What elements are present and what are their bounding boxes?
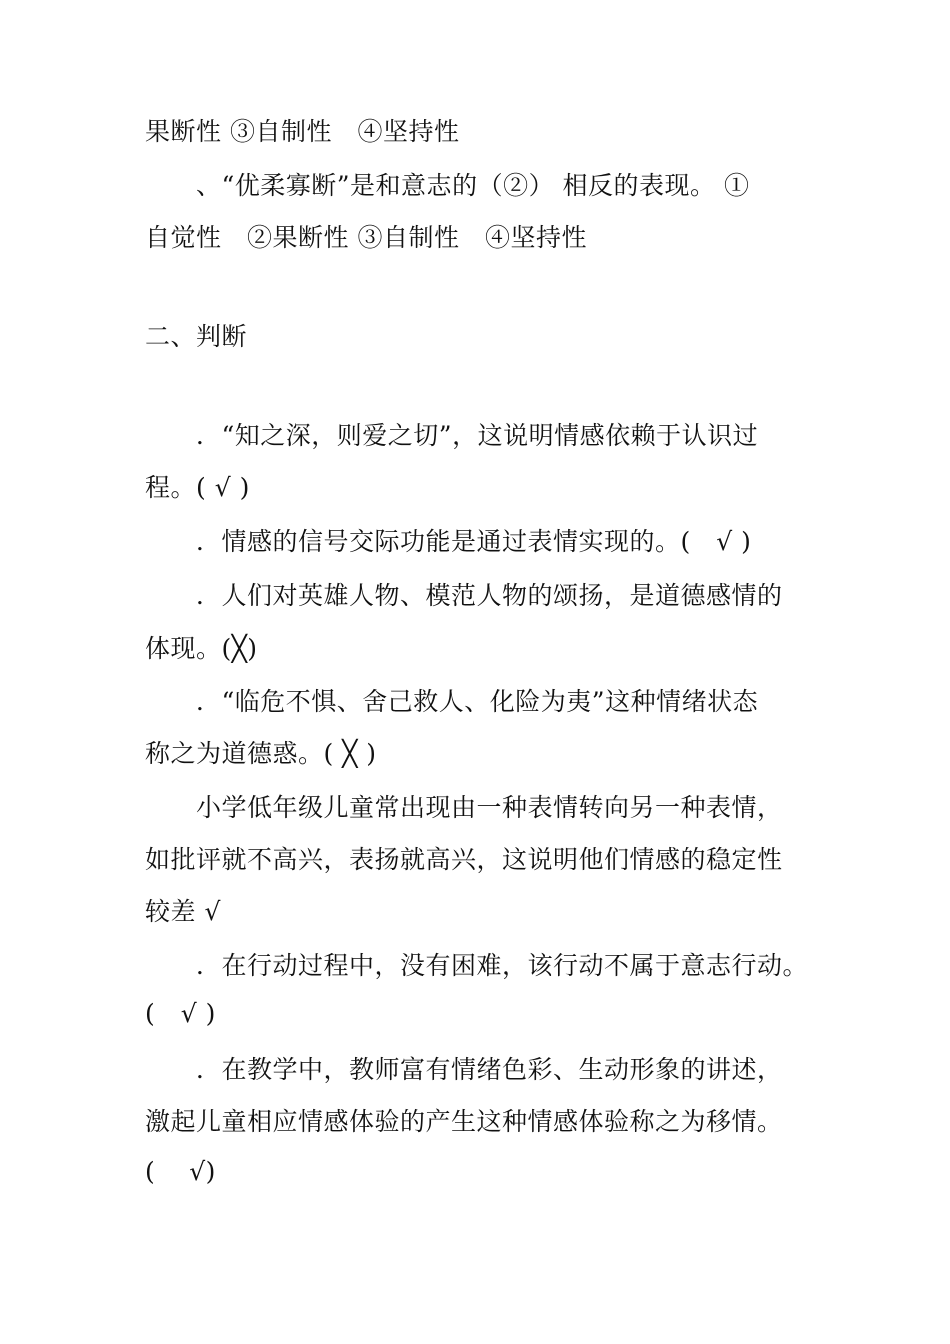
judgment-3-line-2: 体现。(╳) (145, 634, 258, 663)
judgment-1-line-2: 程。( √ ) (145, 473, 250, 502)
option-line-1: 果断性 ③自制性 ④坚持性 (145, 117, 460, 146)
judgment-5-line-2: 如批评就不高兴，表扬就高兴，这说明他们情感的稳定性 (145, 845, 783, 874)
judgment-7-line-1: ．在教学中，教师富有情绪色彩、生动形象的讲述， (145, 1055, 783, 1084)
section-heading: 二、判断 (145, 322, 248, 351)
question-line-1: 、“优柔寡断”是和意志的（②） 相反的表现。 ① (145, 171, 750, 200)
judgment-4-line-2: 称之为道德惑。( ╳ ) (145, 739, 377, 768)
judgment-6-line-1: ．在行动过程中，没有困难，该行动不属于意志行动。 (145, 951, 809, 980)
judgment-6-line-2: ( √ ) (145, 999, 216, 1028)
judgment-3-line-1: ．人们对英雄人物、模范人物的颂扬，是道德感情的 (145, 581, 783, 610)
judgment-1-line-1: ．“知之深，则爱之切”，这说明情感依赖于认识过 (145, 421, 759, 450)
judgment-4-line-1: ．“临危不惧、舍己救人、化险为夷”这种情绪状态 (145, 687, 759, 716)
judgment-7-line-2: 激起儿童相应情感体验的产生这种情感体验称之为移情。 (145, 1107, 783, 1136)
judgment-5-line-1: 小学低年级儿童常出现由一种表情转向另一种表情， (145, 793, 783, 822)
option-line-2: 自觉性 ②果断性 ③自制性 ④坚持性 (145, 223, 587, 252)
judgment-2: ．情感的信号交际功能是通过表情实现的。( √ ) (145, 527, 752, 556)
judgment-5-line-3: 较差 √ (145, 897, 221, 926)
judgment-7-line-3: ( √) (145, 1157, 216, 1186)
